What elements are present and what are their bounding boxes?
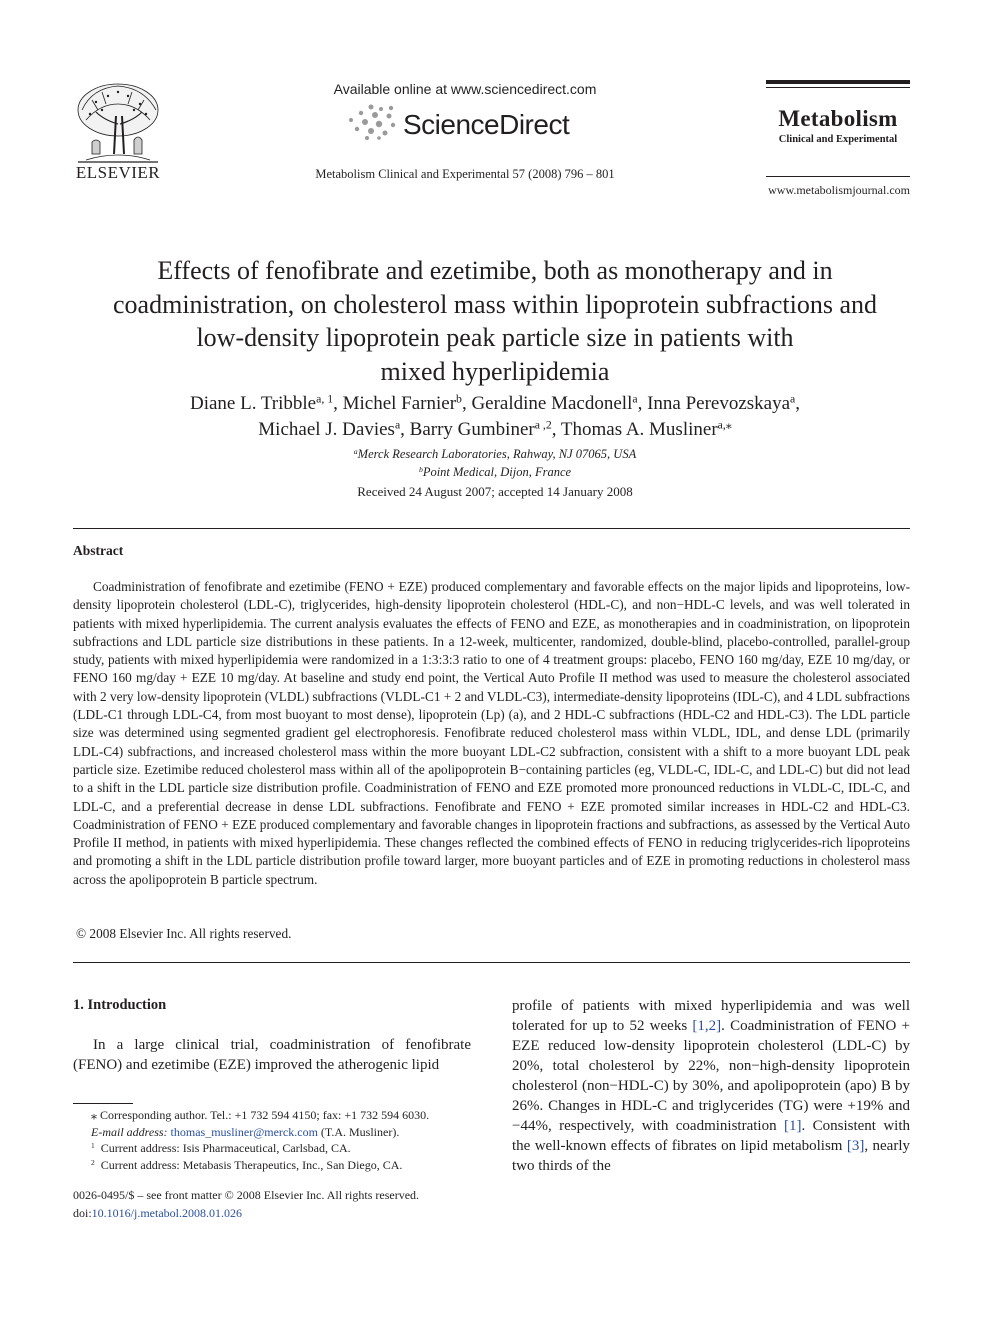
affiliation-a: [200, 447, 790, 462]
footnote-text: Current address: Metabasis Therapeutics, Inc., San Diego, CA.: [100, 1158, 403, 1173]
affil-mark: b: [418, 464, 423, 474]
author-name: Thomas A. Musliner: [560, 418, 718, 440]
author-affil-mark: a: [632, 392, 638, 406]
email-label: E-mail address:: [91, 1124, 171, 1139]
author-line: [60, 417, 930, 443]
author-affil-mark: a: [790, 392, 796, 406]
footnote-text: Current address: Isis Pharmaceutical, Carlsbad, CA.: [100, 1141, 351, 1156]
author-separator: ,: [551, 418, 561, 440]
author-name: Michael J. Davies: [258, 418, 395, 440]
affil-text: Point Medical, Dijon, France: [422, 465, 572, 479]
author-affil-mark: a ,2: [534, 418, 552, 432]
affiliation-b: [200, 465, 790, 480]
author-separator: ,: [461, 393, 472, 414]
citation-link[interactable]: [1,2]: [692, 1018, 722, 1034]
email-link[interactable]: thomas_musliner@merck.com: [170, 1124, 318, 1139]
publisher-name: ELSEVIER: [75, 163, 161, 182]
body-text: . Consistent with the well-known effects of fibrates on lipid metabolism: [512, 1118, 910, 1154]
title-line: Effects of fenofibrate and ezetimibe, both as monotherapy and in: [157, 256, 833, 285]
divider: [73, 528, 910, 529]
title-line: coadministration, on cholesterol mass within lipoprotein subfractions and: [113, 289, 877, 319]
journal-citation: Metabolism Clinical and Experimental 57 (2008) 796 – 801: [315, 167, 615, 181]
intro-paragraph-right: [512, 996, 910, 1176]
body-text: , nearly two thirds of the: [512, 1138, 910, 1174]
author-affil-mark: b: [456, 392, 462, 406]
author-separator: ,: [795, 393, 801, 414]
affil-mark: a: [353, 446, 358, 456]
abstract-copyright: © 2008 Elsevier Inc. All rights reserved.: [76, 926, 292, 941]
footnote-1: [73, 1140, 473, 1157]
author-separator: ,: [637, 393, 648, 414]
email-owner: (T.A. Musliner).: [317, 1124, 400, 1139]
author-name: Barry Gumbiner: [409, 418, 535, 440]
body-text: . Coadministration of FENO + EZE reduced low-density lipoprotein cholesterol (LDL-C) by 20%, total cholesterol by 22%, non−high-density lipoprotein cholesterol (non−HDL-C) by 30%, and apolipoprotein (apo) B by 26%. Changes in HDL-C and triglycerides (TG) were +19% and −44%, respectively, with coadministration: [512, 1018, 910, 1134]
author-line: [60, 391, 930, 417]
front-matter-info: [73, 1187, 473, 1222]
email-note: [73, 1124, 473, 1141]
journal-rule: [766, 80, 910, 84]
divider: [73, 962, 910, 963]
footnote-2: [73, 1157, 473, 1174]
author-name: Geraldine Macdonell: [471, 393, 633, 414]
author-separator: ,: [400, 418, 410, 440]
article-title: [60, 254, 930, 388]
journal-rule: [766, 176, 910, 177]
author-list: [60, 391, 930, 442]
title-line: low-density lipoprotein peak particle size in patients with: [196, 323, 794, 352]
journal-name: Metabolism: [778, 106, 898, 131]
author-name: Inna Perevozskaya: [647, 393, 791, 414]
available-online-text: Available online at www.sciencedirect.com: [333, 81, 597, 97]
author-name: Diane L. Tribble: [189, 393, 317, 414]
author-affil-mark: a,⁎: [717, 418, 732, 432]
citation-link[interactable]: [3]: [846, 1138, 865, 1154]
issn-line: 0026-0495/$ – see front matter © 2008 Elsevier Inc. All rights reserved.: [73, 1188, 420, 1202]
doi-label: doi:: [73, 1205, 92, 1220]
author-affil-mark: a: [394, 418, 401, 432]
journal-rule: [766, 87, 910, 88]
author-affil-mark: a, 1: [316, 392, 334, 406]
author-name: Michel Farnier: [342, 393, 457, 414]
doi-link[interactable]: 10.1016/j.metabol.2008.01.026: [91, 1205, 242, 1220]
section-heading: 1. Introduction: [73, 997, 167, 1013]
sciencedirect-dots-icon: [345, 103, 405, 141]
journal-subtitle: Clinical and Experimental: [778, 134, 898, 145]
affil-text: Merck Research Laboratories, Rahway, NJ 07065, USA: [357, 447, 637, 461]
footnotes: [73, 1107, 473, 1174]
received-dates: Received 24 August 2007; accepted 14 January 2008: [357, 484, 633, 499]
sciencedirect-wordmark: ScienceDirect: [403, 109, 570, 140]
footnote-rule: [73, 1103, 133, 1104]
body-text: profile of patients with mixed hyperlipidemia and was well tolerated for up to 52 weeks: [512, 998, 910, 1034]
intro-paragraph-left: In a large clinical trial, coadministration of fenofibrate (FENO) and ezetimibe (EZE) improved the atherogenic lipid: [73, 1037, 471, 1073]
corresponding-author-note: ⁎ Corresponding author. Tel.: +1 732 594 4150; fax: +1 732 594 6030.: [91, 1108, 430, 1122]
title-line: mixed hyperlipidemia: [380, 356, 610, 386]
author-separator: ,: [333, 393, 343, 414]
abstract-heading: Abstract: [73, 543, 124, 558]
abstract-body: Coadministration of fenofibrate and ezetimibe (FENO + EZE) produced complementary and favorable effects on the major lipids and lipoproteins, low-density lipoprotein cholesterol (LDL-C), triglycerides, high-density lipoprotein cholesterol (HDL-C), and non−HDL-C levels, and was well tolerated in patients with mixed hyperlipidemia. The current analysis evaluates the effects of FENO and EZE, as monotherapies and in coadministration, on lipoprotein subfractions and LDL particle size distributions in these patients. In a 12-week, multicenter, randomized, double-blind, placebo-controlled, parallel-group study, patients with mixed hyperlipidemia were randomized in a 1:3:3:3 ratio to one of 4 treatment groups: placebo, FENO 160 mg/day, EZE 10 mg/day, or FENO 160 mg/day + EZE 10 mg/day. At baseline and study end point, the Vertical Auto Profile II method was used to measure the cholesterol associated with 2 very low-density lipoprotein (VLDL) subfractions (VLDL-C1 + 2 and VLDL-C3), intermediate-density lipoproteins (IDL-C), and 4 LDL subfractions (LDL-C1 through LDL-C4, from most buoyant to most dense), lipoprotein (Lp) (a), and 2 HDL-C subfractions (HDL-C2 and HDL-C3). The LDL particle size was determined using segmented gradient gel electrophoresis. Fenofibrate reduced cholesterol mass within VLDL, IDL, and dense LDL (primarily LDL-C4) subfractions, and increased cholesterol mass within the more buoyant LDL-C2 subfraction, consistent with a shift to a more buoyant LDL peak particle size. Ezetimibe reduced cholesterol mass within all of the apolipoprotein B−containing particles (eg, VLDL-C, IDL-C, and LDL-C) but did not lead to a shift in the LDL particle size distribution profile. Coadministration of FENO and EZE promoted more pronounced reductions in VLDL-C, IDL-C, and LDL-C, and a preferential decrease in dense LDL subfractions. Fenofibrate and FENO + EZE promoted similar increases in HDL-C2 and HDL-C3. Coadministration of FENO + EZE produced complementary and favorable changes in lipoprotein fractions and subfractions, as assessed by the Vertical Auto Profile II method, in patients with mixed hyperlipidemia. These changes reflected the combined effects of FENO in reducing triglycerides-rich lipoproteins and promoting a shift in the LDL particle distribution profile toward larger, more buoyant particles and of EZE in promoting reductions in cholesterol mass across the apolipoprotein B particle spectrum.: [73, 579, 910, 887]
citation-link[interactable]: [1]: [783, 1118, 802, 1134]
footnote-mark: 1: [91, 1141, 95, 1151]
footnote-mark: 2: [91, 1158, 95, 1168]
doi-line: [73, 1205, 473, 1223]
journal-url[interactable]: www.metabolismjournal.com: [768, 183, 910, 197]
